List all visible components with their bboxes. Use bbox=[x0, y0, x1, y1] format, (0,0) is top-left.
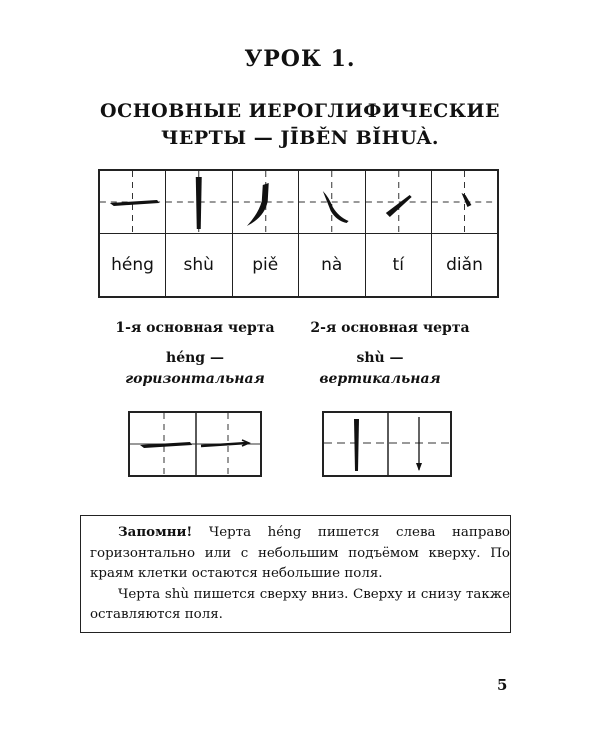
title-line-2: ЧЕРТЫ — JĪBĚN BǏHUÀ. bbox=[161, 127, 439, 149]
page-number: 5 bbox=[497, 676, 508, 694]
heng-practice-diagram bbox=[130, 413, 260, 475]
stroke-name-pie: piě bbox=[232, 234, 299, 298]
note-bold-prefix: Запомни! bbox=[118, 524, 193, 540]
stroke1-name bbox=[105, 350, 285, 366]
stroke-name-dian: diǎn bbox=[432, 234, 499, 298]
right-falling-stroke-icon bbox=[299, 171, 365, 233]
stroke-cell-shu bbox=[166, 170, 233, 234]
shu-practice-grid bbox=[322, 411, 452, 477]
note-paragraph-1-text: Черта héng пишется слева направо горизонтально или с небольшим подъёмом кверху. По краям клетки остаются небольшие поля. bbox=[90, 525, 510, 581]
lesson-heading: УРОК 1. bbox=[244, 46, 356, 72]
stroke-name-shu: shù bbox=[166, 234, 233, 298]
shu-practice-diagram bbox=[324, 413, 450, 475]
rising-stroke-icon bbox=[366, 171, 432, 233]
stroke2-name bbox=[300, 350, 460, 366]
dot-stroke-icon bbox=[432, 171, 497, 233]
note-paragraph-2: Черта shù пишется сверху вниз. Сверху и снизу также оставляются поля. bbox=[90, 586, 510, 622]
stroke1-name-text: héng — bbox=[166, 350, 224, 366]
stroke2-label-text: 2-я основная черта bbox=[310, 320, 470, 336]
stroke1-label bbox=[105, 320, 285, 336]
note-paragraph-1 bbox=[90, 522, 510, 585]
stroke-cell-dian bbox=[432, 170, 499, 234]
stroke2-description: вертикальная bbox=[319, 371, 441, 387]
stroke-cell-na bbox=[299, 170, 366, 234]
stroke2-name-text: shù — bbox=[356, 350, 404, 366]
vertical-stroke-icon bbox=[166, 171, 232, 233]
stroke2-label bbox=[300, 320, 480, 336]
stroke1-label-text: 1-я основная черта bbox=[115, 320, 275, 336]
stroke-name-ti: tí bbox=[365, 234, 432, 298]
page-title bbox=[0, 98, 600, 152]
heng-practice-grid bbox=[128, 411, 262, 477]
horizontal-stroke-icon bbox=[100, 171, 165, 233]
stroke-cell-heng bbox=[99, 170, 166, 234]
strokes-table bbox=[98, 169, 499, 298]
stroke-cell-pie bbox=[232, 170, 299, 234]
left-falling-stroke-icon bbox=[233, 171, 299, 233]
stroke-name-na: nà bbox=[299, 234, 366, 298]
stroke1-description: горизонтальная bbox=[125, 371, 265, 387]
stroke-cell-ti bbox=[365, 170, 432, 234]
remember-note bbox=[80, 515, 511, 633]
title-line-1: ОСНОВНЫЕ ИЕРОГЛИФИЧЕСКИЕ bbox=[100, 100, 500, 122]
stroke-name-heng: héng bbox=[99, 234, 166, 298]
